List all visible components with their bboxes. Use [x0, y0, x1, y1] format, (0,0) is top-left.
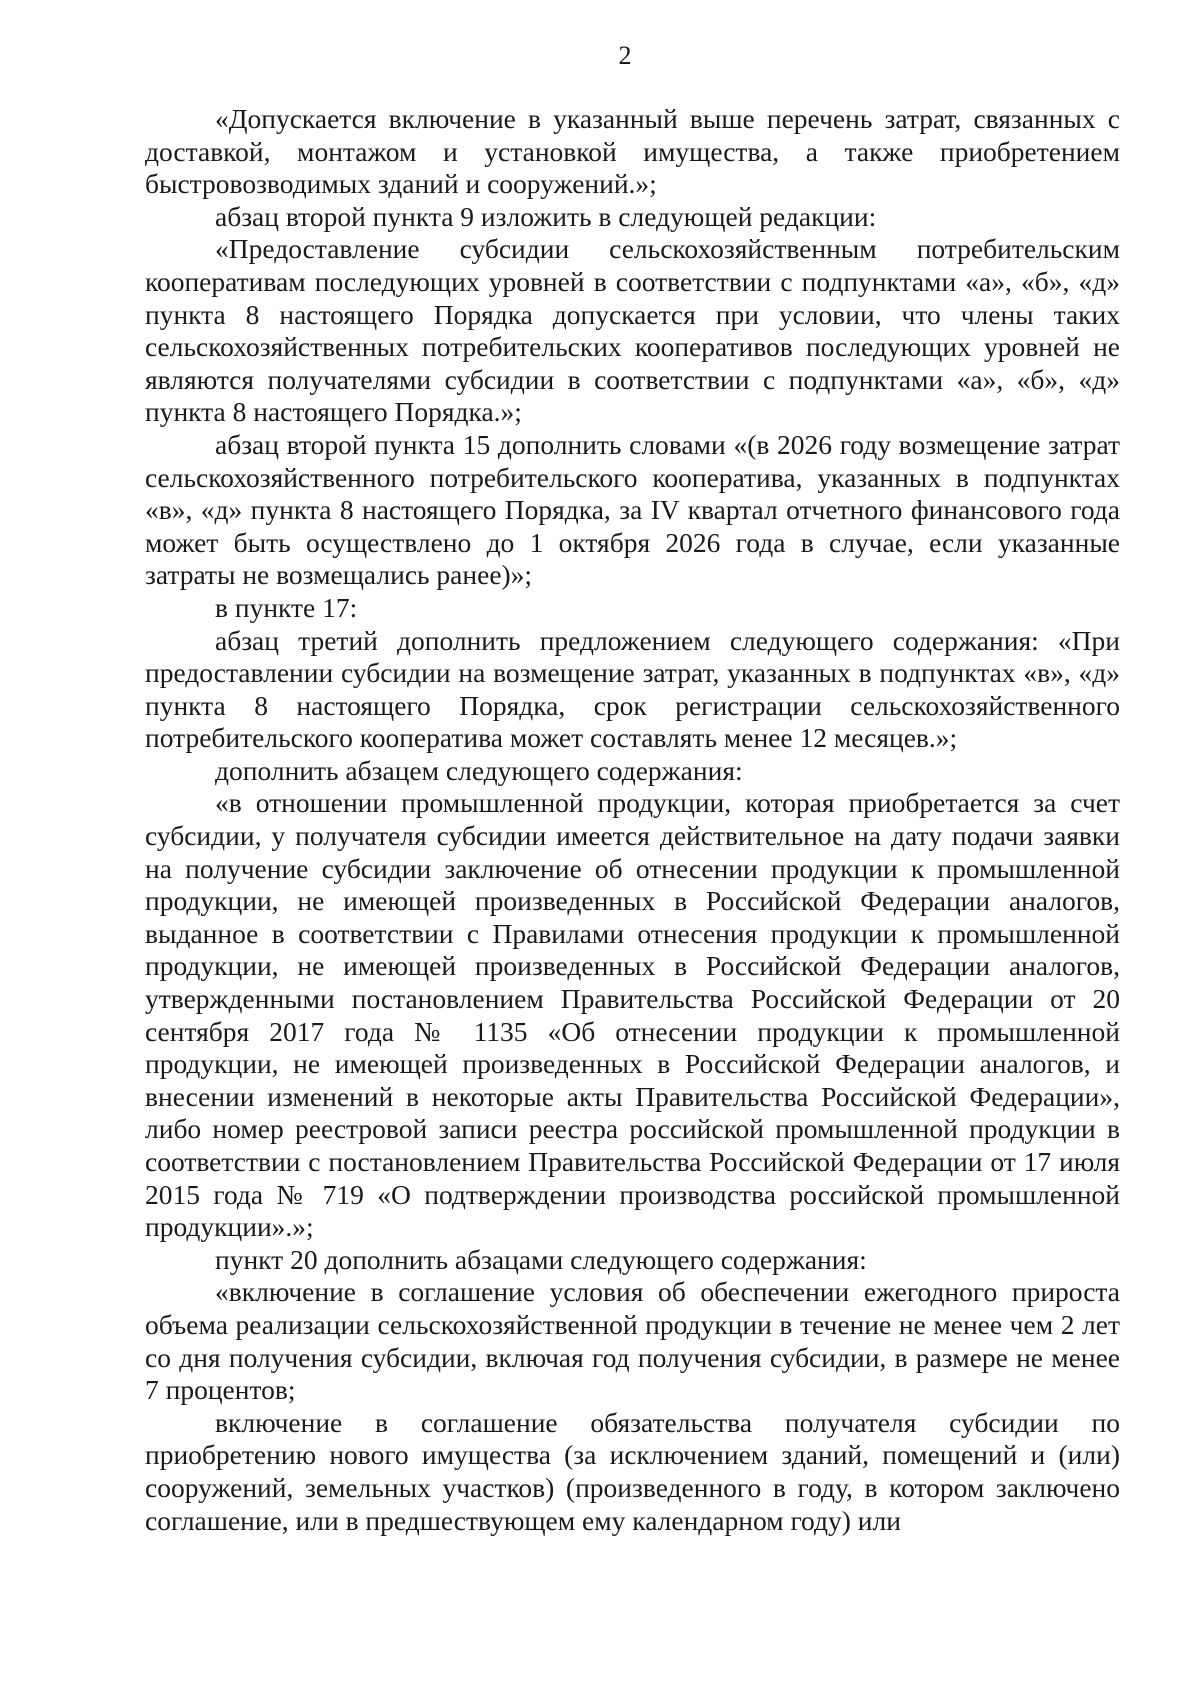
paragraph-quote-industrial-products: «в отношении промышленной продукции, которая приобретается за счет субсидии, у получателя субсидии имеется действительное на дату подачи заявки на получение субсидии заключение об отнесении продукции к промышленной продукции, не имеющей произведенных в Российской Федерации аналогов, выданное в соответствии с Правилами отнесения продукции к промышленной продукции, не имеющей произведенных в Российской Федерации аналогов, утвержденными постановлением Правительства Российской Федерации от 20 сентября 2017 года № 1135 «Об отнесении продукции к промышленной продукции, не имеющей произведенных в Российской Федерации аналогов, и внесении изменений в некоторые акты Правительства Российской Федерации», либо номер реестровой записи реестра российской промышленной продукции в соответствии с постановлением Правительства Российской Федерации от 17 июля 2015 года № 719 «О подтверждении производства российской промышленной продукции».»;: [145, 787, 1120, 1243]
paragraph-item-15-instruction: абзац второй пункта 15 дополнить словами «(в 2026 году возмещение затрат сельскохозяйственного потребительского кооператива, указанных в подпунктах «в», «д» пункта 8 настоящего Порядка, за IV квартал отчетного финансового года может быть осуществлено до 1 октября 2026 года в случае, если указанные затраты не возмещались ранее)»;: [145, 428, 1120, 591]
paragraph-quote-cooperatives: «Предоставление субсидии сельскохозяйственным потребительским кооперативам последующих уровней в соответствии с подпунктами «а», «б», «д» пункта 8 настоящего Порядка допускается при условии, что члены таких сельскохозяйственных потребительских кооперативов последующих уровней не являются получателями субсидии в соответствии с подпунктами «а», «б», «д» пункта 8 настоящего Порядка.»;: [145, 233, 1120, 428]
paragraph-add-paragraph-instruction: дополнить абзацем следующего содержания:: [215, 754, 743, 786]
paragraph-item-9-instruction: абзац второй пункта 9 изложить в следующей редакции:: [215, 200, 877, 232]
paragraph-item-17-heading: в пункте 17:: [215, 591, 358, 623]
paragraph-quote-sales-growth: «включение в соглашение условия об обеспечении ежегодного прироста объема реализации сельскохозяйственной продукции в течение не менее чем 2 лет со дня получения субсидии, включая год получения субсидии, в размере не менее 7 процентов;: [145, 1276, 1120, 1406]
page-number: 2: [618, 41, 632, 70]
document-body: [145, 103, 1120, 1537]
paragraph-new-property-obligation: включение в соглашение обязательства получателя субсидии по приобретению нового имущества (за исключением зданий, помещений и (или) сооружений, земельных участков) (произведенного в году, в котором заключено соглашение, или в предшествующем ему календарном году) или: [145, 1406, 1120, 1536]
paragraph-item-20-instruction: пункт 20 дополнить абзацами следующего содержания:: [215, 1243, 867, 1275]
paragraph-quote-inclusion-of-costs: «Допускается включение в указанный выше перечень затрат, связанных с доставкой, монтажом и установкой имущества, а также приобретением быстровозводимых зданий и сооружений.»;: [145, 103, 1120, 200]
paragraph-item-17-third-paragraph: абзац третий дополнить предложением следующего содержания: «При предоставлении субсидии на возмещение затрат, указанных в подпунктах «в», «д» пункта 8 настоящего Порядка, срок регистрации сельскохозяйственного потребительского кооператива может составлять менее 12 месяцев.»;: [145, 624, 1120, 754]
